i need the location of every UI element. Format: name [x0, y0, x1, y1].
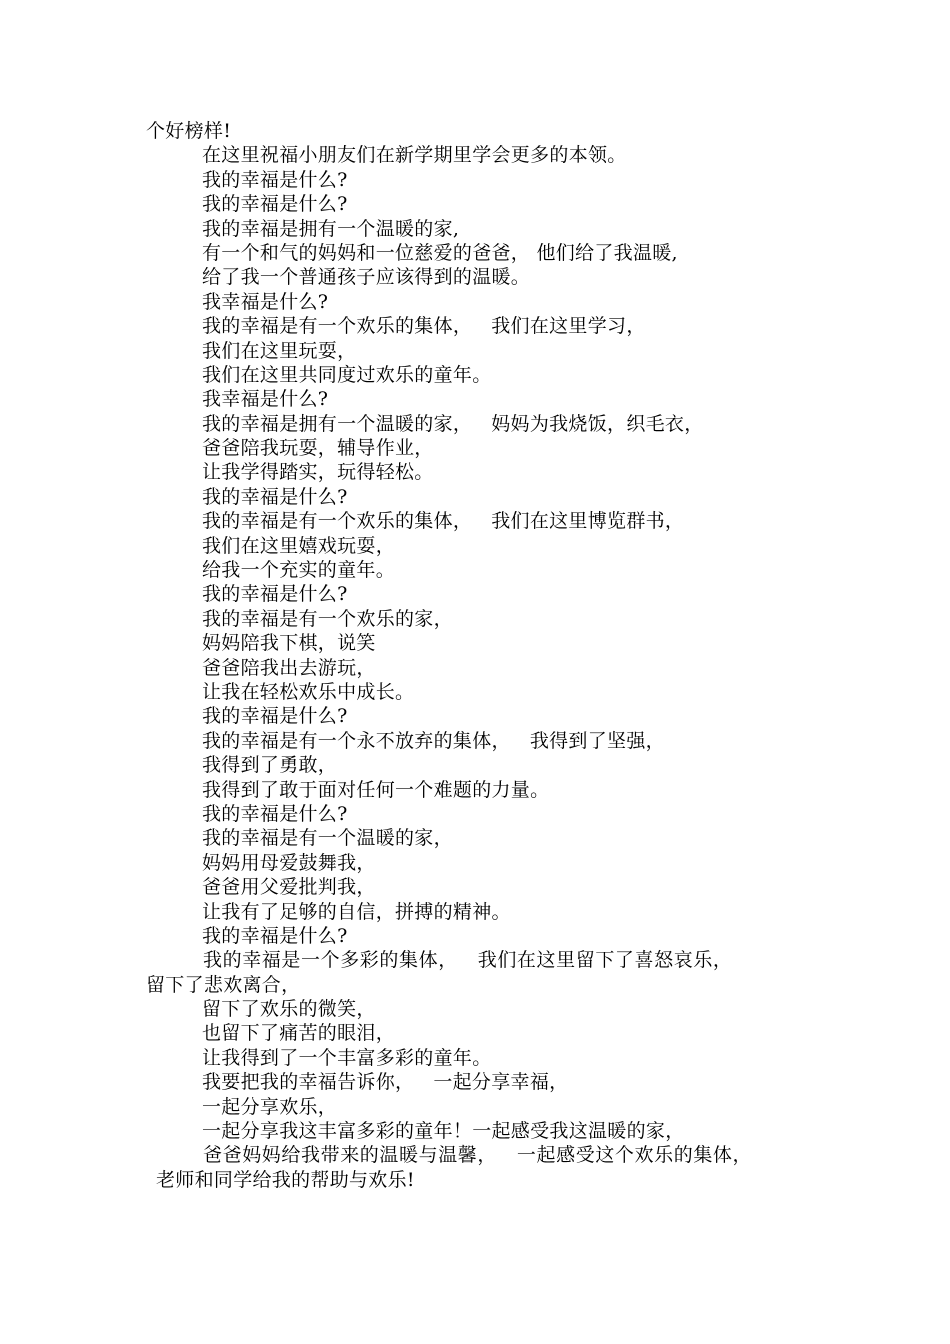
text-line: 我的幸福是什么? — [202, 705, 348, 728]
text-line: 我的幸福是什么? — [202, 193, 348, 216]
text-line: 我幸福是什么? — [202, 388, 329, 411]
text-line: 让我在轻松欢乐中成长。 — [202, 680, 415, 703]
text-line: 我的幸福是什么? — [202, 168, 348, 191]
text-line: 我的幸福是什么? — [202, 802, 348, 825]
text-line: 让我得到了一个丰富多彩的童年。 — [202, 1046, 492, 1069]
text-line: 让我学得踏实，玩得轻松。 — [202, 461, 434, 484]
text-line: 有一个和气的妈妈和一位慈爱的爸爸， 他们给了我温暖, — [202, 241, 678, 264]
text-line: 我的幸福是有一个欢乐的集体， 我们在这里博览群书， — [202, 510, 685, 533]
text-line: 也留下了痛苦的眼泪， — [202, 1022, 396, 1045]
text-line: 我的幸福是什么? — [202, 924, 348, 947]
text-line: 我的幸福是一个多彩的集体， 我们在这里留下了喜怒哀乐， — [203, 949, 733, 972]
text-line: 我的幸福是有一个温暖的家， — [202, 827, 453, 850]
text-line: 在这里祝福小朋友们在新学期里学会更多的本领。 — [202, 144, 627, 167]
text-line: 给我一个充实的童年。 — [202, 559, 396, 582]
text-line: 我们在这里共同度过欢乐的童年。 — [202, 363, 492, 386]
body-text — [146, 119, 846, 1192]
text-line: 我的幸福是什么? — [202, 583, 348, 606]
text-line: 我的幸福是什么? — [202, 485, 348, 508]
text-line: 我们在这里嬉戏玩耍， — [202, 534, 396, 557]
text-line: 让我有了足够的自信，拼搏的精神。 — [202, 900, 511, 923]
text-line: 我得到了勇敢， — [202, 754, 338, 777]
text-line: 爸爸陪我出去游玩， — [202, 656, 376, 679]
text-line: 我的幸福是拥有一个温暖的家, — [202, 217, 460, 240]
text-line: 个好榜样! — [146, 120, 232, 142]
text-line: 老师和同学给我的帮助与欢乐! — [156, 1168, 415, 1191]
text-line: 爸爸用父爱批判我， — [202, 876, 376, 899]
text-line: 我的幸福是有一个永不放弃的集体， 我得到了坚强， — [202, 729, 665, 752]
text-line: 爸爸陪我玩耍，辅导作业， — [202, 437, 434, 460]
text-line: 我得到了敢于面对任何一个难题的力量。 — [202, 778, 550, 801]
text-line: 给了我一个普通孩子应该得到的温暖。 — [202, 266, 531, 289]
text-line: 一起分享欢乐， — [202, 1095, 338, 1118]
text-line: 我幸福是什么? — [202, 290, 329, 313]
text-line: 我的幸福是有一个欢乐的家， — [202, 607, 453, 630]
text-line: 妈妈陪我下棋，说笑 — [202, 632, 376, 655]
text-line: 妈妈用母爱鼓舞我， — [202, 851, 376, 874]
text-line: 我要把我的幸福告诉你， 一起分享幸福， — [202, 1071, 569, 1094]
text-line: 留下了欢乐的微笑， — [202, 998, 376, 1021]
text-line: 爸爸妈妈给我带来的温暖与温馨， 一起感受这个欢乐的集体， — [203, 1144, 753, 1167]
text-line: 我的幸福是有一个欢乐的集体， 我们在这里学习， — [202, 315, 646, 338]
text-line: 我们在这里玩耍， — [202, 339, 357, 362]
text-line: 一起分享我这丰富多彩的童年！一起感受我这温暖的家， — [202, 1120, 685, 1143]
text-line: 留下了悲欢离合， — [146, 973, 301, 996]
text-line: 我的幸福是拥有一个温暖的家， 妈妈为我烧饭，织毛衣， — [202, 412, 704, 435]
